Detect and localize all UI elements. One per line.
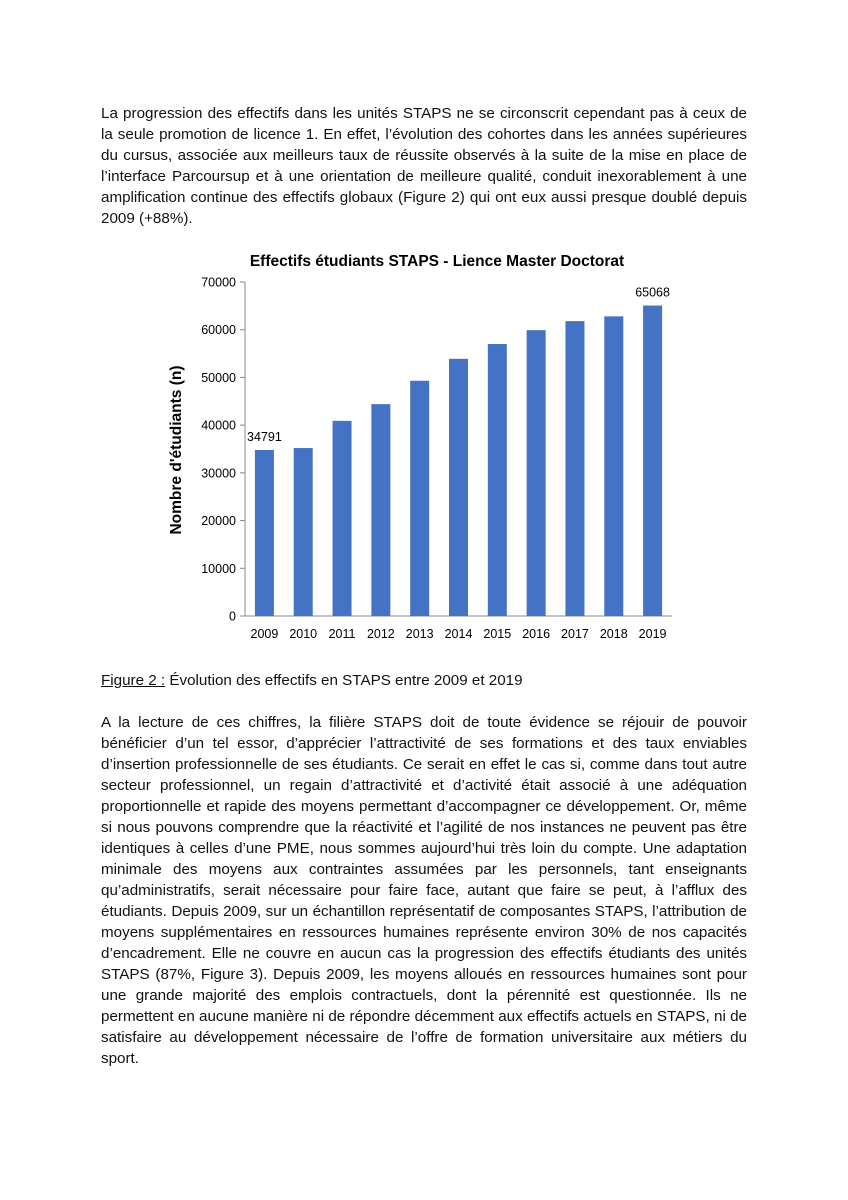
- x-tick-label: 2013: [405, 627, 434, 641]
- bar-chart: [160, 245, 690, 650]
- y-tick-label: 50000: [201, 370, 236, 385]
- bar-2015: [488, 344, 507, 616]
- y-axis-ticks: [201, 276, 245, 624]
- y-tick-label: 30000: [201, 466, 236, 481]
- bar-2010: [294, 448, 313, 616]
- bar-2014: [449, 359, 468, 616]
- figure-caption: [101, 671, 523, 691]
- x-tick-label: 2018: [599, 627, 628, 641]
- y-tick-label: 40000: [201, 418, 236, 433]
- x-tick-label: 2014: [444, 627, 473, 641]
- bar-2009: [255, 450, 274, 616]
- y-tick-label: 70000: [201, 275, 236, 290]
- chart-y-axis-label: Nombre d'étudiants (n): [168, 365, 185, 535]
- bar-2012: [371, 404, 390, 616]
- bar-2013: [410, 381, 429, 616]
- data-label-2019: 65068: [635, 285, 670, 300]
- bar-2011: [333, 421, 352, 616]
- x-tick-label: 2016: [522, 627, 551, 641]
- bar-2016: [527, 330, 546, 616]
- discussion-paragraph: A la lecture de ces chiffres, la filière STAPS doit de toute évidence se réjouir de pouvoir bénéficier d’un tel essor, d’apprécier l’attractivité de ses formations et des taux enviables d’insertion professionnelle de ses étudiants. Ce serait en effet le cas si, comme dans tout autre secteur professionnel, un regain d’attractivité et d’activité était associé à une adéquation proportionnelle et rapide des moyens permettant d’accompagner ce développement. Or, même si nous pouvons comprendre que la réactivité et l’agilité de nos instances ne peuvent pas être identiques à celles d’une PME, nous sommes aujourd’hui très loin du compte. Une adaptation minimale des moyens aux contraintes assumées par les personnels, tant enseignants qu’administratifs, serait nécessaire pour faire face, autant que faire se peut, à l’afflux des étudiants. Depuis 2009, sur un échantillon représentatif de composantes STAPS, l’attribution de moyens supplémentaires en ressources humaines représente environ 30% de nos capacités d’encadrement. Elle ne couvre en aucun cas la progression des effectifs étudiants des unités STAPS (87%, Figure 3). Depuis 2009, les moyens alloués en ressources humaines sont pour une grande majorité des emplois contractuels, dont la pérennité est questionnée. Ils ne permettent en aucune manière ni de répondre décemment aux effectifs actuels en STAPS, ni de satisfaire au développement nécessaire de l’offre de formation universitaire aux métiers du sport.: [101, 714, 747, 1067]
- chart-title: Effectifs étudiants STAPS - Lience Master Doctorat: [249, 253, 625, 270]
- x-tick-label: 2012: [366, 627, 395, 641]
- y-tick-label: 20000: [201, 514, 236, 529]
- figure-caption-text: Évolution des effectifs en STAPS entre 2009 et 2019: [165, 672, 523, 689]
- x-tick-label: 2019: [638, 627, 667, 641]
- y-tick-label: 0: [229, 609, 236, 624]
- x-tick-label: 2017: [561, 627, 589, 641]
- x-tick-label: 2010: [289, 627, 318, 641]
- x-tick-label: 2015: [483, 627, 512, 641]
- bar-2019: [643, 306, 662, 616]
- bar-2017: [565, 321, 584, 616]
- x-axis-ticks: [251, 627, 667, 641]
- intro-paragraph: La progression des effectifs dans les unités STAPS ne se circonscrit cependant pas à ceux de la seule promotion de licence 1. En effet, l’évolution des cohortes dans les années supérieures du cursus, associée aux meilleurs taux de réussite observés à la suite de la mise en place de l’interface Parcoursup et à une orientation de meilleure qualité, conduit inexorablement à une amplification continue des effectifs globaux (Figure 2) qui ont eux aussi presque doublé depuis 2009 (+88%).: [101, 105, 747, 227]
- figure-caption-label: Figure 2 :: [101, 672, 166, 689]
- x-tick-label: 2011: [328, 627, 356, 641]
- bar-2018: [604, 316, 623, 616]
- x-tick-label: 2009: [250, 627, 279, 641]
- y-tick-label: 10000: [201, 561, 236, 576]
- data-label-2009: 34791: [247, 429, 282, 444]
- y-tick-label: 60000: [201, 323, 236, 338]
- bar-series: [255, 306, 662, 616]
